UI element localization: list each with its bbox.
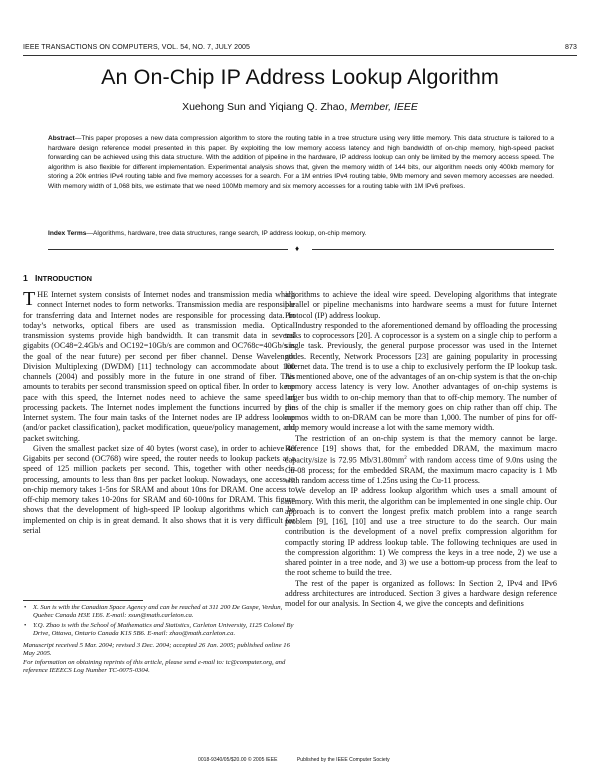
first-word-rest: HE <box>37 290 49 299</box>
paragraph <box>23 290 295 444</box>
paragraph-text: The restriction of an on-chip system is that the memory cannot be large. Reference [19] shows that, for the embedded DRAM, the maximum macro capacity/size is 72.95 Mb/31.80mm <box>285 433 557 465</box>
page-number: 873 <box>565 44 577 51</box>
index-terms <box>48 229 554 239</box>
footnote-author-2: • Y.Q. Zhao is with the School of Mathematics and Statistics, Carleton University, 1125 Colonel By Drive, Ottawa, Ontario Canada K1S 5B6. E-mail: zhao@math.carleton.ca. <box>33 622 295 639</box>
section-separator <box>0 244 600 256</box>
footnotes <box>23 600 295 675</box>
authors <box>0 101 600 113</box>
header-rule <box>23 55 577 56</box>
paragraph <box>285 434 557 487</box>
index-terms-label: Index Terms <box>48 230 87 237</box>
paragraph: Given the smallest packet size of 40 bytes (worst case), in order to achieve 40 Gigabits per second (OC768) wire speed, the router needs to lookup packets at a speed of 125 million packets per second. This, together with other needs in processing, amounts to less than 8ns per packet lookup. Nowadays, one access to on-chip memory takes 1-5ns for SRAM and about 10ns for DRAM. One access to off-chip memory takes 10-20ns for SRAM and 60-100ns for DRAM. This figure shows that the development of high-speed IP lookup algorithms which can be implemented on chip is in great demand. It also shows that it is very difficult for serial <box>23 443 295 535</box>
paragraph-text: Internet system consists of Internet nodes and transmission media which connect Internet nodes to form networks. Transmission media are responsible for transferring data and Internet nodes are responsible for processing data. In today’s networks, optical fibers are used as transmission media. Optical transmission systems provide high bandwidth. It can transmit data in several gigabits (OC48=2.4Gb/s and OC192=10Gb/s are common and OC768c=40Gb/s is the goal of the near future) per second per fiber channel. Dense Wavelength Division Multiplexing (DWDM) [11] technology can accommodate about 100 channels (2004) and possibly more in the future in one strand of fiber. This amounts to terabits per second transmission speed on optical fiber. In order to keep pace with this speed, the Internet nodes need to achieve the same speed of processing packets. The Internet nodes implement the functions incurred by the Internet system. The four main tasks of the Internet nodes are IP address lookup (and/or packet classification), packet modification, queue/policy management, and packet switching. <box>23 290 296 443</box>
abstract <box>48 134 554 191</box>
reprint-info: For information on obtaining reprints of this article, please send e-mail to: tc@computer.org, and reference IEEECS Log Number TC-0075-0304. <box>23 658 286 675</box>
section-first-letter: I <box>34 273 38 283</box>
issn: 0018-9340/05/$20.00 © 2005 IEEE <box>198 757 278 763</box>
paragraph: Industry responded to the aforementioned demand by offloading the processing tasks to coprocessors [20]. A coprocessor is a system on a single chip to perform a single task. Previously, the general purpose processor was used in the Internet nodes. Recently, Network Processors [23] are gaining popularity in processing Internet data. The trend is to use a chip to exclusively perform the IP lookup task. As mentioned above, one of the advantages of an on-chip system is that the on-chip memory access latency is very low. Another advantages of on-chip systems is larger bus width to on-chip memory than that to off-chip memory. The number of pins of the chip is smaller if the memory goes on chip rather than off chip. The memos width to on-DRAM can be more than 1,000. The number of pins for off-chip memory would increase a lot with the same memory width. <box>285 320 557 433</box>
journal-info: IEEE TRANSACTIONS ON COMPUTERS, VOL. 54, NO. 7, JULY 2005 <box>23 44 251 51</box>
separator-line-right <box>312 249 554 250</box>
section-number: 1 <box>23 273 28 283</box>
index-terms-text: —Algorithms, hardware, tree data structures, range search, IP address lookup, on-chip memory. <box>86 230 367 237</box>
drop-cap: T <box>23 288 36 310</box>
author-membership: Member, IEEE <box>350 101 418 113</box>
paragraph-text: with random access time of 9.0ns using the Cu-08 process; for the embedded SRAM, the maximum macro capacity is 1 Mb with random access time of 1.25ns using the Cu-11 process. <box>285 455 557 486</box>
abstract-text: —This paper proposes a new data compression algorithm to store the routing table in a tree structure using very little memory. This data structure is tailored to a hardware design reference model presented in this paper. By exploiting the low memory access latency and high bandwidth of on-chip memory, high-speed packet forwarding can be achieved using this data structure. With the addition of pipeline in the hardware, IP address lookup can only be limited by the memory access speed. The algorithm is also flexible for different implementation. Experimental analysis shows that, given the memory width of 144 bits, our algorithm needs only 400kb memory for storing a 20k entries IPv4 routing table and five memory accesses for a search. For a 1M entries IPv4 routing table, 9Mb memory and seven memory accesses are needed. With memory width of 1,068 bits, we estimate that we need 100Mb memory and six memory accesses for a routing table with 1M IPv6 prefixes. <box>48 135 554 190</box>
abstract-label: Abstract <box>48 135 75 142</box>
footnote-author-1: • X. Sun is with the Canadian Space Agency and can be reached at 311 200 De Gaspe, Verdun, Quebec Canada H3E 1E6. E-mail: xsun@math.carleton.ca. <box>33 604 295 621</box>
manuscript-dates: Manuscript received 5 Mar. 2004; revised 3 Dec. 2004; accepted 26 Jan. 2005; published online 16 May 2005. <box>23 642 290 658</box>
section-title-rest: NTRODUCTION <box>37 274 92 283</box>
paragraph: algorithms to achieve the ideal wire speed. Developing algorithms that integrate parallel or pipeline mechanisms into hardware seems a must for future Internet Protocol (IP) address lookup. <box>285 290 557 320</box>
paragraph: We develop an IP address lookup algorithm which uses a small amount of memory. With this merit, the algorithm can be implemented in one single chip. Our approach is to convert the longest prefix match problem into a range search problem [9], [16], [10] and use a tree structure to do the search. Our main contribution is the development of a novel prefix compression algorithm for compactly storing IP address lookup table. The following techniques are used in the compression algorithm: 1) We compress the keys in a tree node, 2) we use a shared pointer in a tree node, and 3) we use a bottom-up process from the leaf to the root scheme to build the tree. <box>285 486 557 578</box>
paper-title: An On-Chip IP Address Lookup Algorithm <box>101 65 499 89</box>
author-names: Xuehong Sun and Yiqiang Q. Zhao, <box>182 101 348 113</box>
diamond-icon: ♦ <box>295 244 300 253</box>
bottom-line <box>198 757 408 763</box>
running-header <box>23 44 577 51</box>
publisher: Published by the IEEE Computer Society <box>296 757 390 763</box>
superscript: 2 <box>404 456 407 461</box>
right-column <box>285 290 557 609</box>
separator-line-left <box>48 249 288 250</box>
paragraph: The rest of the paper is organized as follows: In Section 2, IPv4 and IPv6 address architectures are introduced. Section 3 gives a hardware design reference model for our analysis. In Section 4, we give the concepts and definitions <box>285 578 557 609</box>
section-heading <box>23 273 92 283</box>
footnote-rule <box>23 600 143 601</box>
left-column <box>23 290 295 536</box>
